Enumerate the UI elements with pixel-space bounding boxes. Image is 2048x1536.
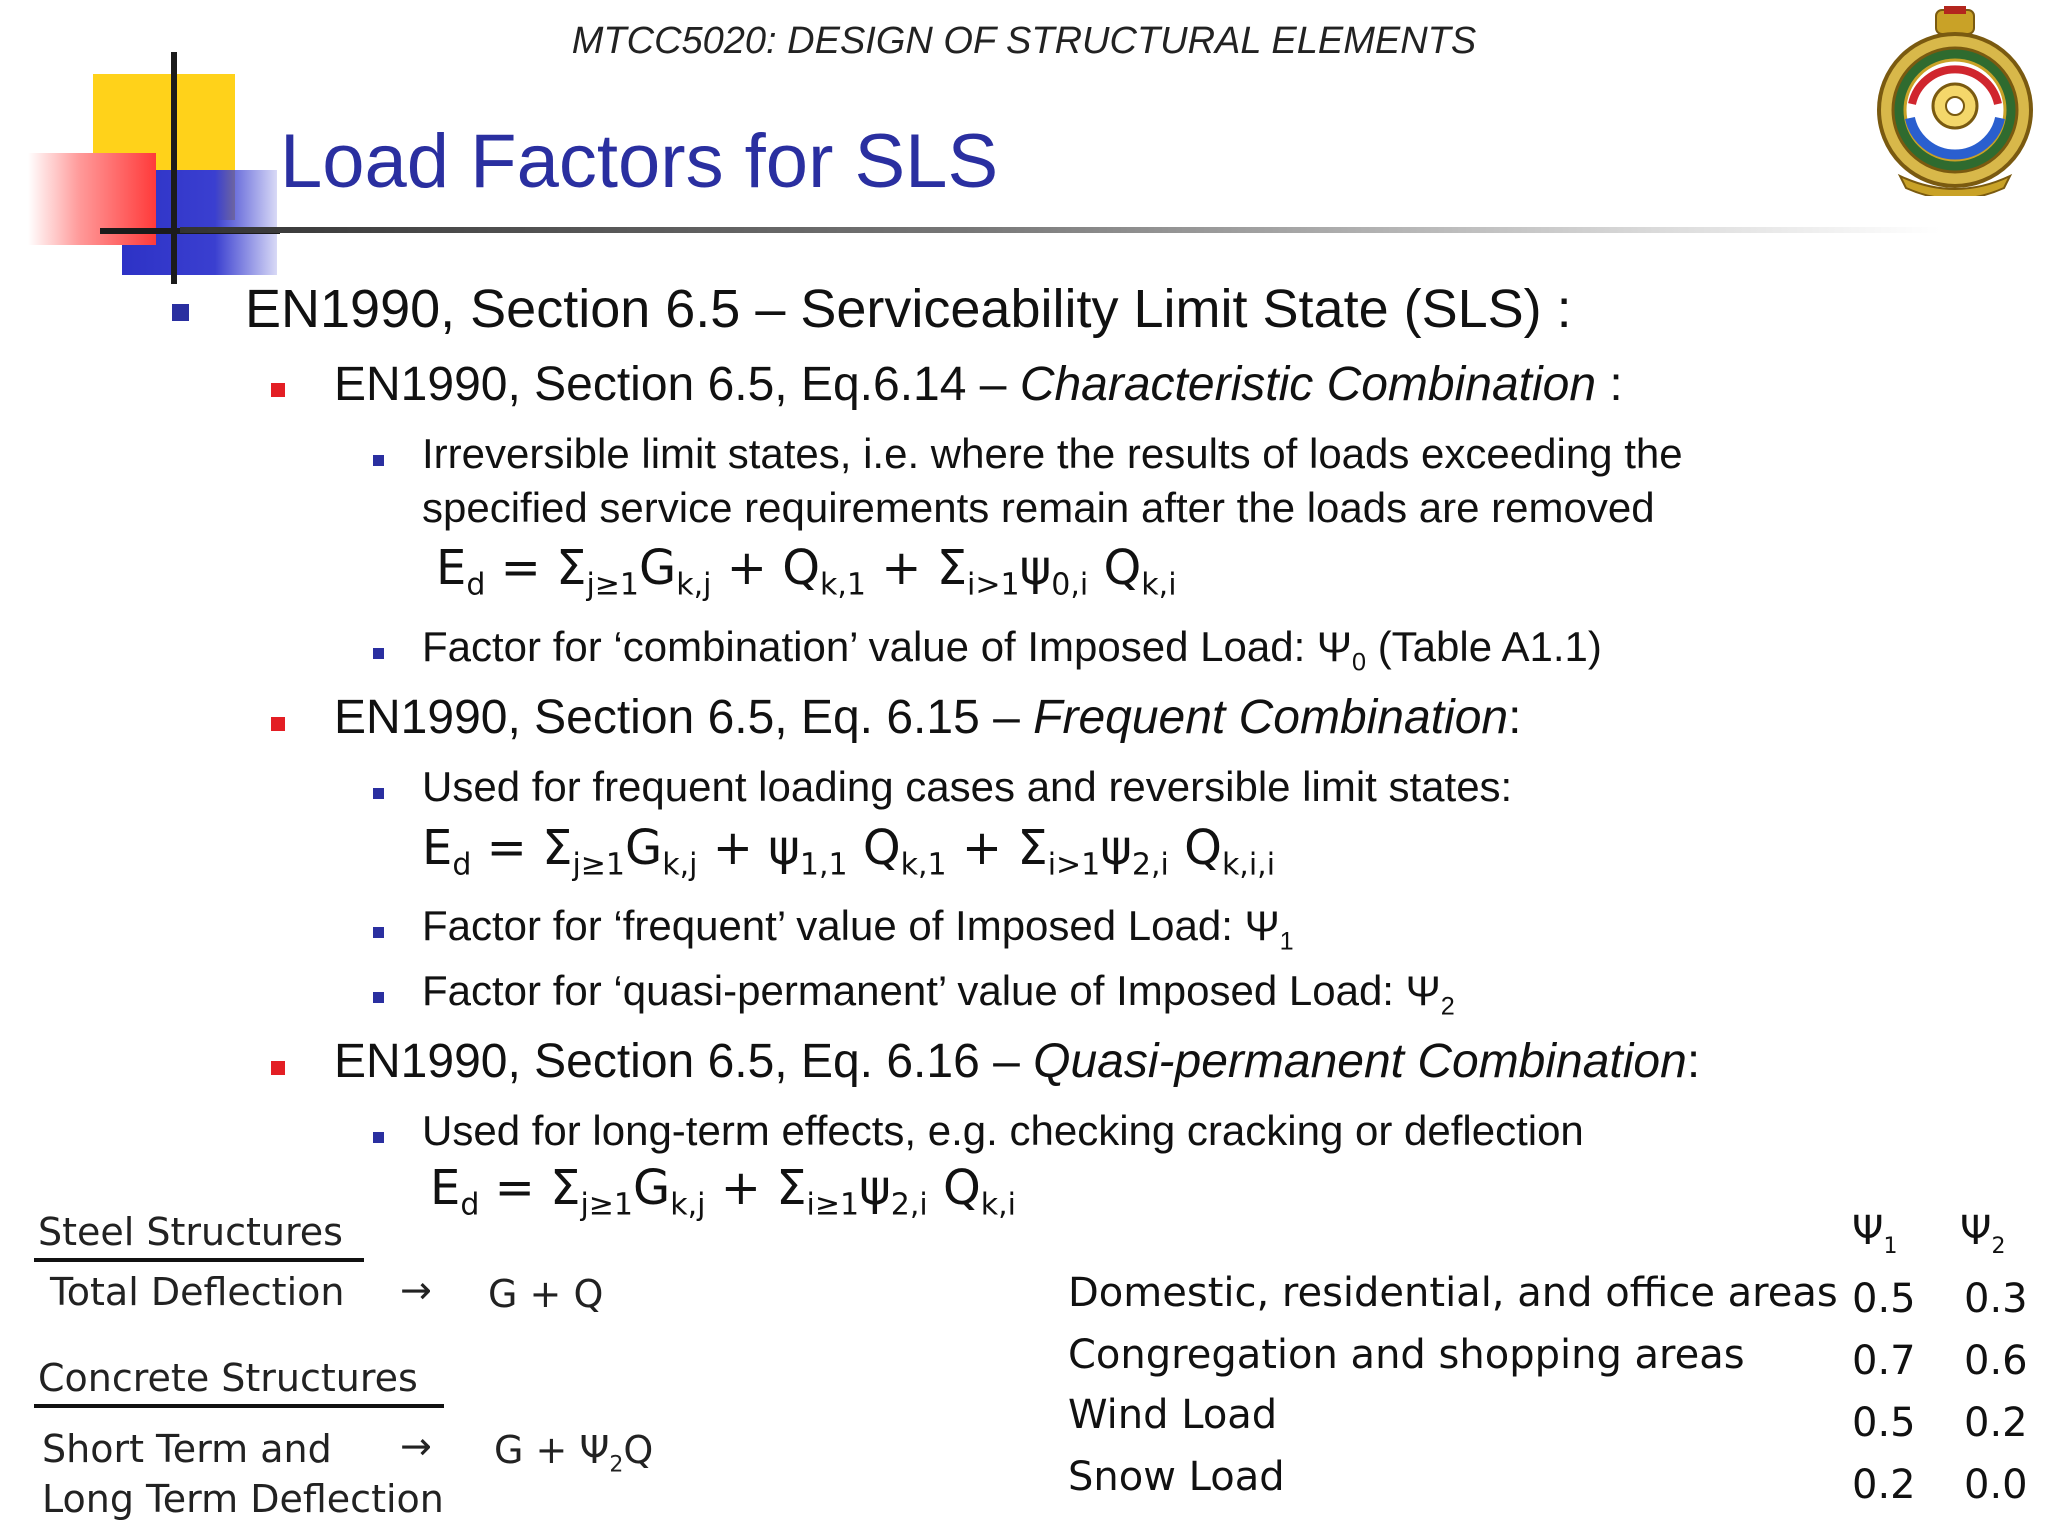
concrete-formula: $G + \Psi_2Q$: [494, 1428, 654, 1478]
bullet-square-red: [271, 717, 285, 731]
total-deflection-label: Total Deflection: [50, 1270, 345, 1314]
table-cell-psi1: 0.5: [1852, 1276, 1916, 1322]
frequent-description: Used for frequent loading cases and reversible limit states:: [422, 763, 1513, 810]
bullet-square-small: [373, 927, 384, 938]
steel-structures-title: Steel Structures: [38, 1210, 343, 1254]
quasi-permanent-heading: EN1990, Section 6.5, Eq. 6.16 – Quasi-permanent Combination:: [334, 1035, 1701, 1088]
quasi-permanent-equation: $E_d = \Sigma_{j\ge 1}G_{k,j} + \Sigma_{i\ge 1}\psi_{2,i}$ $Q_{k,i}$: [430, 1160, 1017, 1223]
concrete-underline: [34, 1404, 444, 1408]
table-cell-psi1: 0.5: [1852, 1400, 1916, 1446]
arrow-right-icon: →: [400, 1268, 432, 1312]
college-crest-logo: [1870, 6, 2040, 196]
bullet-square-small: [373, 992, 384, 1003]
table-cell-psi2: 0.3: [1964, 1276, 2028, 1322]
table-row-label: Domestic, residential, and office areas: [1068, 1270, 1838, 1316]
bullet-square-red: [271, 383, 285, 397]
factor-combination-text: Factor for ‘combination’ value of Imposed Load: $\Psi_0$ (Table A1.1): [422, 623, 1602, 677]
bullet-square-small: [373, 455, 384, 466]
arrow-right-icon: →: [400, 1424, 432, 1468]
psi2-column-header: $\Psi_2$: [1960, 1208, 2006, 1259]
bullet-square-small: [373, 648, 384, 659]
course-title: MTCC5020: DESIGN OF STRUCTURAL ELEMENTS: [571, 20, 1477, 62]
quasi-permanent-description: Used for long-term effects, e.g. checking cracking or deflection: [422, 1107, 1584, 1154]
table-row-label: Congregation and shopping areas: [1068, 1332, 1745, 1378]
table-row-label: Wind Load: [1068, 1392, 1278, 1438]
bullet-square-small: [373, 788, 384, 799]
factor-quasi-permanent-text: Factor for ‘quasi-permanent’ value of Imposed Load: $\Psi_2$: [422, 967, 1455, 1021]
factor-frequent-text: Factor for ‘frequent’ value of Imposed Load: $\Psi_1$: [422, 902, 1294, 956]
slide-title: Load Factors for SLS: [280, 119, 999, 204]
bullet-square-blue: [172, 304, 189, 321]
table-cell-psi1: 0.7: [1852, 1338, 1916, 1384]
table-cell-psi2: 0.0: [1964, 1462, 2028, 1508]
table-cell-psi2: 0.6: [1964, 1338, 2028, 1384]
table-cell-psi1: 0.2: [1852, 1462, 1916, 1508]
table-row-label: Snow Load: [1068, 1454, 1285, 1500]
short-long-deflection-label: Short Term and Long Term Deflection: [42, 1427, 444, 1521]
characteristic-description: Irreversible limit states, i.e. where the results of loads exceeding the specified service requirements remain after the loads are removed: [422, 430, 1683, 531]
frequent-heading: EN1990, Section 6.5, Eq. 6.15 – Frequent Combination:: [334, 691, 1522, 744]
main-bullet-text: EN1990, Section 6.5 – Serviceability Limit State (SLS) :: [245, 279, 1572, 339]
psi1-column-header: $\Psi_1$: [1852, 1208, 1898, 1259]
concrete-structures-title: Concrete Structures: [38, 1356, 418, 1400]
characteristic-heading: EN1990, Section 6.5, Eq.6.14 – Characteristic Combination :: [334, 358, 1623, 411]
title-rule: [180, 227, 1940, 233]
bullet-square-small: [373, 1132, 384, 1143]
frequent-equation: $E_d = \Sigma_{j\ge 1}G_{k,j} + \psi_{1,1}$ $Q_{k,1} + \Sigma_{i>1}\psi_{2,i}$ $Q_{k,i,i}$: [422, 820, 1276, 883]
characteristic-equation: $E_d = \Sigma_{j\ge 1}G_{k,j} + Q_{k,1} + \Sigma_{i>1}\psi_{0,i}$ $Q_{k,i}$: [436, 540, 1177, 603]
steel-formula: G + Q: [488, 1272, 604, 1316]
bullet-square-red: [271, 1061, 285, 1075]
table-cell-psi2: 0.2: [1964, 1400, 2028, 1446]
decor-vertical-line: [171, 52, 177, 284]
steel-underline: [34, 1258, 364, 1262]
